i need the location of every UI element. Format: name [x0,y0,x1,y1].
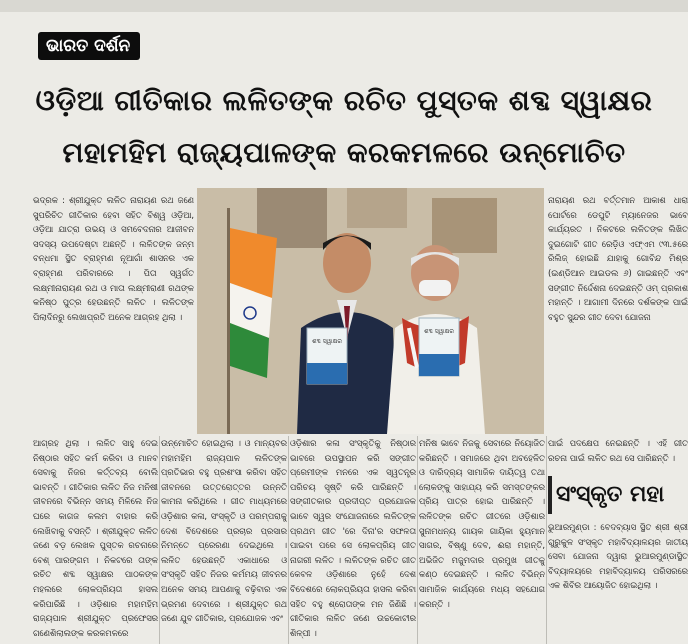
section-tag: ଭାରତ ଦର୍ଶନ [38,32,140,60]
book-left [307,328,347,384]
column-divider [288,436,289,644]
column-divider [546,436,547,644]
paragraph: ଆଗ୍ରହ ଥିଲା । ଲଳିତ ସାହୁ ଦେଇ ନିଷ୍ଠାର ସହିତ କର୍ମ କରିବା ଓ ମାନବ ସେବାକୁ ନିଜର କର୍ତ୍ତବ୍ୟ ବୋଲି ଭାବନ୍ତି । ଗୀତିକାର ଲଳିତ ନିଜ ମନିଷୀ ଜୀବନରେ ବିଭିନ୍ନ ସମୟ ମିଳିଲେ ନିଜ ଘରେ କାଗଜ କଲମ ବାହାର କରି ଲେଖିବାକୁ ବସନ୍ତି । ଶ୍ରୀଯୁକ୍ତ ଲଳିତ ଜଣେ ବଡ଼ ଲେଖକ ପୁସ୍ତକ ରଚନାରେ ବେଶ୍ ପାରଙ୍ଗମ । ନିକଟରେ ତାଙ୍କ ରଚିତ ଶବ୍ଦ ସ୍ୱାକ୍ଷର ପାଠକଙ୍କ ମହଲରେ ଲୋକପ୍ରିୟତା ହାସଲ କରିପାରିଛି । ଓଡ଼ିଶାର ମହାମହିମ ରାଜ୍ୟପାଳ ଶ୍ରୀଯୁକ୍ତ ପ୍ରଫେସର ଗଣେଶିଲାଲଙ୍କ କରକମଳରେ [33,438,158,638]
sub-headline-rule [548,476,552,514]
paragraph: ପାଇଁ ପଦକ୍ଷେପ ନେଇଛନ୍ତି । ଏହି ଗୀତ ରଚନା ପାଇଁ ଲଳିତ ରଥ ସେ ପାରିଛନ୍ତି । [548,438,688,463]
article-column-bottom-5 [548,436,688,470]
article-column-left [33,193,194,435]
headline-line-1: ଓଡ଼ିଆ ଗୀତିକାର ଲଳିତଙ୍କ ରଚିତ ପୁସ୍ତକ ଶବ୍ଦ ସ୍ୱାକ୍ଷର [35,84,653,117]
article-column-bottom-3 [290,436,416,644]
book-right-title: ଶବ୍ଦ ସ୍ୱାକ୍ଷର [424,328,454,335]
news-photo [197,188,544,434]
book-left-title: ଶବ୍ଦ ସ୍ୱାକ୍ଷର [312,338,342,345]
paragraph: ଓଡ଼ିଶାର କଳା ସଂସ୍କୃତିକୁ ନିଷ୍ଠାର ଭାବରେ ଉପସ୍ଥାପନ କରି ସଙ୍ଗୀତ ପ୍ରେମୀଙ୍କ ମନରେ ଏକ ସ୍ୱତନ୍ତ୍ର ପରିଚୟ ସୃଷ୍ଟି କରି ପାରିଛନ୍ତି । ସଙ୍ଗୀତକାର ପ୍ରଦୀପ୍ତ ପ୍ରଯୋଜକ ଭାବେ ସ୍ୱର ସଂଯୋଜନାରେ ଲଳିତଙ୍କ ପ୍ରଥମ ଗୀତ 'ରେ ଦିନା'ର ସଫଳତା ପାଇବା ପରେ ସେ ଲୋକପ୍ରିୟ ଗୀତ ନାଗରୀ ଲଳିତ । ଲଳିତଙ୍କ ରଚିତ ଗୀତ କେବଳ ଓଡ଼ିଶାରେ ନୁହେଁ ଦେଶ ବିଦେଶରେ ଲୋକପ୍ରିୟତା ହାସଲ କରିବା ସହିତ ବହୁ ଶ୍ରୋତାଙ୍କ ମନ ଜିଣିଛି । ଗୀତିକାର ଲଳିତ ଜଣେ ଉଚ୍ଚକୋଟୀର ଶିଳ୍ପୀ । [290,438,416,638]
article-column-bottom-4 [419,436,545,644]
second-article-column [548,520,688,644]
column-divider [159,436,160,644]
paragraph: ଭୁଆରମୁଣ୍ଡା : ବେଦବ୍ୟାସ ସ୍ଥିତ ଶ୍ରୀ ଶ୍ରୀ ଗୁରୁକୁଳ ସଂସ୍କୃତ ମହାବିଦ୍ୟାଳୟର ଜାତୀୟ ସେବା ଯୋଜନା ଦ୍ୱାରା ଭୁଆରମୁଣ୍ଡାସ୍ଥିତ ବିଦ୍ୟାଳୟରେ ମହାବିଦ୍ୟାଳୟ ପରିସରରେ ଏକ ଶିବିର ଆୟୋଜିତ ହୋଇଥିଲା । [548,522,688,591]
top-margin [0,0,688,12]
headline-line-2: ମହାମହିମ ରାଜ୍ୟପାଳଙ୍କ କରକମଳରେ ଉନ୍ମୋଚିତ [62,136,626,169]
book-right [419,318,459,376]
paragraph: ଉନ୍ମୋଚିତ ହୋଇଥିଲା । ଓ ମାନ୍ୟବର ମହାମହିମ ରାଜ୍ୟପାଳ ଲଳିତଙ୍କ ପ୍ରତିଭାର ବହୁ ପ୍ରଶଂସା କରିବା ସହିତ ଜୀବନରେ ଉତ୍ତରୋତ୍ତର ଉନ୍ନତି କାମନା କରିଥିଲେ । ଗୀତ ମାଧ୍ୟମରେ ଓଡ଼ିଶାର କଳା, ସଂସ୍କୃତି ଓ ପରମ୍ପରାକୁ ଦେଶ ବିଦେଶରେ ପ୍ରଚାର ପ୍ରସାର ନିମନ୍ତେ ପ୍ରେରଣା ଦେଇଥିଲେ । ଲଳିତ ହେଉଛନ୍ତି ଏକାଧାରେ ଓ ସଂସ୍କୃତି ସହିତ ନିଜର କର୍ମମୟ ଜୀବନର ଅନେକ ସମୟ ଆପଣାକୁ ବଢ଼ିବାର ଏକ ଭ୍ରମଣ ଦେବାରେ । ଶ୍ରୀଯୁକ୍ତ ରଥ ଜଣେ ଯୁବ ଗୀତିକାର, ପ୍ରଯୋଜକ ଏବଂ [161,438,287,624]
sub-headline: ସଂସ୍କୃତ ମହା [556,482,665,507]
photo-illustration [197,188,544,434]
article-column-bottom-1 [33,436,158,644]
article-column-bottom-2 [161,436,287,644]
article-column-right [548,193,688,436]
paragraph: ନାରାୟଣ ରଥ ବର୍ତ୍ତମାନ ଆକାଶ ଧାରା ପୋର୍ଟରେ ଡେପୁଟି ମ୍ୟାନେଜର ଭାବେ କାର୍ଯ୍ୟରତ । ନିକଟରେ ଲଳିତଙ୍କ ଲିଖିତ ଦୁଇଗୋଟି ଗୀତ ରେଡ଼ିଓ ଏଫ୍ଏମ ୯୩.୫ରେ ରିଲିଜ୍ ହୋଇଛି ଯାହାକୁ ଗୋବିନ୍ଦ ମିଶ୍ର (ଇଣ୍ଡିଆନ ଆଇଡଲ ୬) ଗାଇଛନ୍ତି ଏବଂ ସଙ୍ଗୀତ ନିର୍ଦ୍ଦେଶନା ଦେଇଛନ୍ତି ଓମ୍ ପ୍ରକାଶ ମହାନ୍ତି । ଆଗାମୀ ଦିନରେ ଦର୍ଶକଙ୍କ ପାଇଁ ବହୁତ ସୁନ୍ଦର ଗୀତ ଦେବା ଯୋଜନା [548,195,688,322]
column-divider [417,436,418,644]
paragraph: ଭଦ୍ରକ : ଶ୍ରୀଯୁକ୍ତ ଲଳିତ ନାରାୟଣ ରଥ ଜଣେ ସୁପରିଚିତ ଗୀତିକାର ହେବା ସହିତ ବିଶ୍ୱ ଓଡ଼ିଆ, ଓଡ଼ିଆ ଯାତ୍ରା ଉଭୟ ଓ ସମବେଦନାର ଆଜୀବନ ସଦସ୍ୟ ଉପଦେଷ୍ଟା ଅଛନ୍ତି । ଲଳିତଙ୍କ ଜନ୍ମ ବନ୍ଧମା ସ୍ଥିତ ବ୍ରାହ୍ମଣ ନୂଆଗାଁ ଶାସନର ଏକ ବ୍ରାହ୍ମଣ ପରିବାରରେ । ପିତା ସ୍ୱର୍ଗତ ଲକ୍ଷ୍ମୀନାରାୟଣ ରଥ ଓ ମାତା ଲକ୍ଷ୍ମୀରାଣୀ ରଥଙ୍କ କନିଷ୍ଠ ପୁତ୍ର ହେଉଛନ୍ତି ଲଳିତ । ଲଳିତଙ୍କ ପିଲାଦିନରୁ ଲେଖାପ୍ରତି ଅନେକ ଆଗ୍ରହ ଥିଲା । [33,195,194,322]
paragraph: ମନିଷ ଭାବେ ନିଜକୁ ସେବାରେ ନିୟୋଜିତ କରିଛନ୍ତି । ସମାଜରେ ଥିବା ଅବହେଳିତ ଓ ଦାରିଦ୍ର୍ୟ ସାମାଜିକ ଦାୟିତ୍ୱ ତଥା ଲୋକଙ୍କୁ ସାହାଯ୍ୟ କରି ସମସ୍ତଙ୍କର ପ୍ରିୟ ପାତ୍ର ହୋଇ ପାରିଛନ୍ତି । ଲଳିତଙ୍କ ରଚିତ ଗୀତରେ ଓଡ଼ିଶାର ସୁନାମଧନ୍ୟ ଗାୟକ ଗାୟିକା ହ୍ୟୁମାନ ସାଗର, ବିଷ୍ଣୁ ଦେବ, ଈରା ମହାନ୍ତି, ଅଭିଜିତ ମଜୁମଦାର ପ୍ରମୁଖ ଗୀତକୁ କଣ୍ଠ ଦେଇଛନ୍ତି । ଲଳିତ ବିଭିନ୍ନ ସାମାଜିକ କାର୍ଯ୍ୟରେ ମଧ୍ୟ ସହଯୋଗ କରନ୍ତି । [419,438,545,609]
